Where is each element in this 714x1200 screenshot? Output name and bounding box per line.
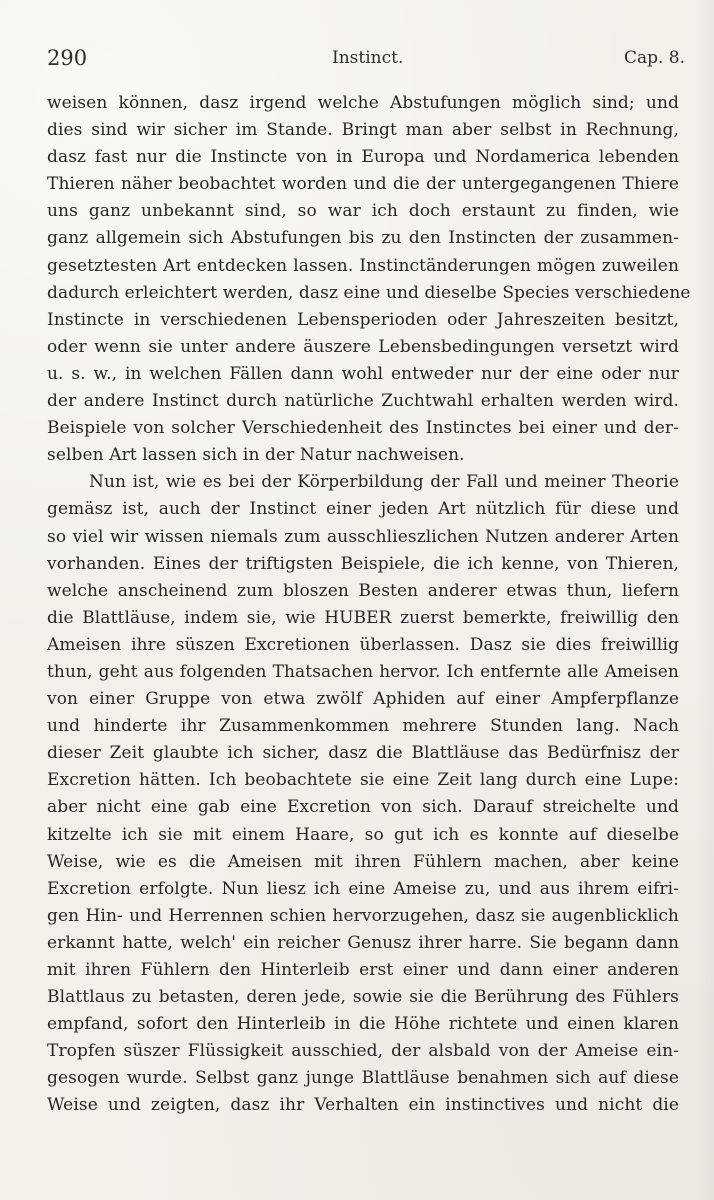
text-line: thun, geht aus folgenden Thatsachen hervor. Ich entfernte alle Ameisen: [47, 661, 679, 682]
text-line: Excretion hätten. Ich beobachtete sie eine Zeit lang durch eine Lupe:: [47, 770, 679, 791]
text-line: welche anscheinend zum bloszen Besten anderer etwas thun, liefern: [47, 580, 679, 601]
body-text: [47, 90, 691, 1120]
text-line: von einer Gruppe von etwa zwölf Aphiden auf einer Ampferpflanze: [47, 689, 679, 710]
text-line: mit ihren Fühlern den Hinterleib erst einer und dann einer anderen: [47, 960, 679, 980]
text-line: empfand, sofort den Hinterleib in die Höhe richtete und einen klaren: [47, 1014, 679, 1035]
text-line: gesogen wurde. Selbst ganz junge Blattläuse benahmen sich auf diese: [47, 1068, 679, 1089]
scan-edge-shadow: [696, 0, 714, 1200]
text-line: Tropfen süszer Flüssigkeit ausschied, der alsbald von der Ameise ein-: [47, 1041, 679, 1062]
text-line: oder wenn sie unter andere äuszere Lebensbedingungen versetzt wird: [47, 336, 679, 357]
text-line: aber nicht eine gab eine Excretion von sich. Darauf streichelte und: [47, 797, 679, 818]
running-title: Instinct.: [332, 48, 404, 68]
text-line: der andere Instinct durch natürliche Zuchtwahl erhalten werden wird.: [47, 391, 679, 412]
text-line: uns ganz unbekannt sind, so war ich doch erstaunt zu finden, wie: [47, 201, 679, 222]
text-line: und hinderte ihr Zusammenkommen mehrere Stunden lang. Nach: [47, 716, 679, 737]
text-line: ganz allgemein sich Abstufungen bis zu den Instincten der zusammen-: [47, 228, 679, 249]
text-line: dasz fast nur die Instincte von in Europa und Nordamerica lebenden: [47, 147, 679, 168]
text-line: Thieren näher beobachtet worden und die der untergegangenen Thiere: [47, 174, 679, 195]
text-line: gesetztesten Art entdecken lassen. Instinctänderungen mögen zuweilen: [47, 255, 679, 276]
text-line: dieser Zeit glaubte ich sicher, dasz die Blattläuse das Bedürfnisz der: [47, 743, 679, 764]
page-number: 290: [47, 46, 88, 70]
text-line: weisen können, dasz irgend welche Abstufungen möglich sind; und: [47, 93, 679, 113]
text-line: Instincte in verschiedenen Lebensperioden oder Jahreszeiten besitzt,: [47, 309, 679, 330]
text-line: gemäsz ist, auch der Instinct einer jeden Art nützlich für diese und: [47, 499, 679, 520]
text-line: so viel wir wissen niemals zum ausschlieszlichen Nutzen anderer Arten: [47, 526, 679, 547]
text-line: Ameisen ihre süszen Excretionen überlassen. Dasz sie dies freiwillig: [47, 634, 679, 655]
text-line: Blattlaus zu betasten, deren jede, sowie sie die Berührung des Fühlers: [47, 987, 679, 1008]
chapter-label: Cap. 8.: [623, 48, 685, 68]
text-line: Weise, wie es die Ameisen mit ihren Fühlern machen, aber keine: [47, 851, 679, 872]
text-line: Excretion erfolgte. Nun liesz ich eine Ameise zu, und aus ihrem eifri-: [47, 878, 679, 899]
text-line: dies sind wir sicher im Stande. Bringt man aber selbst in Rechnung,: [47, 120, 679, 141]
page-header: [47, 46, 685, 74]
text-line: selben Art lassen sich in der Natur nachweisen.: [47, 445, 465, 466]
text-line: Weise und zeigten, dasz ihr Verhalten ein instinctives und nicht die: [47, 1095, 679, 1116]
text-line: gen Hin- und Herrennen schien hervorzugehen, dasz sie augenblicklich: [47, 905, 679, 926]
text-line: erkannt hatte, welch' ein reicher Genusz ihrer harre. Sie begann dann: [47, 932, 679, 953]
text-line: kitzelte ich sie mit einem Haare, so gut ich es konnte auf dieselbe: [47, 824, 679, 845]
text-line: die Blattläuse, indem sie, wie HUBER zuerst bemerkte, freiwillig den: [47, 607, 679, 628]
text-line: dadurch erleichtert werden, dasz eine und dieselbe Species verschiedene: [47, 282, 691, 303]
text-line: Nun ist, wie es bei der Körperbildung der Fall und meiner Theorie: [89, 472, 679, 493]
text-line: u. s. w., in welchen Fällen dann wohl entweder nur der eine oder nur: [47, 363, 679, 384]
text-line: vorhanden. Eines der triftigsten Beispiele, die ich kenne, von Thieren,: [47, 553, 679, 574]
text-line: Beispiele von solcher Verschiedenheit des Instinctes bei einer und der-: [47, 418, 679, 439]
